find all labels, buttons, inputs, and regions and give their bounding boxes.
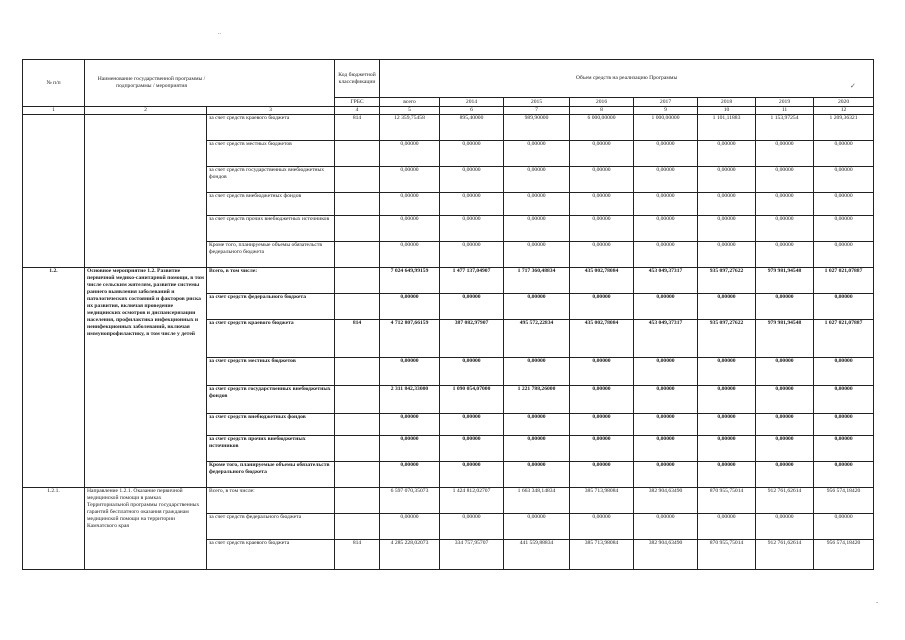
amount-cell: 0,00000: [756, 436, 814, 462]
amount-cell: 956 574,18420: [814, 488, 874, 514]
amount-cell: 0,00000: [504, 167, 570, 193]
amount-cell: 1 027 021,07887: [814, 268, 874, 294]
header-year: 2014: [440, 98, 504, 107]
amount-cell: 0,00000: [504, 242, 570, 268]
amount-cell: 435 002,78084: [570, 268, 634, 294]
amount-cell: 0,00000: [504, 294, 570, 320]
page-mark-top: ..: [218, 30, 221, 36]
header-grbs: ГРБС: [335, 98, 380, 107]
amount-cell: 1 663 348,14834: [504, 488, 570, 514]
amount-cell: 387 082,97907: [440, 320, 504, 358]
grbs-code: 814: [335, 115, 380, 141]
column-number: 1: [23, 107, 85, 115]
amount-cell: 0,00000: [440, 514, 504, 540]
amount-cell: 0,00000: [380, 462, 440, 488]
funding-source: за счет средств прочих внебюджетных источников: [207, 436, 335, 462]
amount-cell: 0,00000: [814, 358, 874, 386]
amount-cell: 385 713,98084: [570, 540, 634, 570]
amount-cell: 441 559,88834: [504, 540, 570, 570]
amount-cell: 382 904,63490: [634, 488, 698, 514]
column-number: 7: [504, 107, 570, 115]
amount-cell: 0,00000: [634, 386, 698, 414]
budget-table: [22, 59, 874, 570]
header-code: Код бюджетной классификации: [335, 60, 380, 98]
amount-cell: 0,00000: [570, 414, 634, 436]
header-year: 2020: [814, 98, 874, 107]
amount-cell: 0,00000: [440, 294, 504, 320]
amount-cell: 0,00000: [634, 514, 698, 540]
amount-cell: 956 574,18420: [814, 540, 874, 570]
amount-cell: 0,00000: [570, 216, 634, 242]
amount-cell: 0,00000: [380, 436, 440, 462]
column-number: 4: [335, 107, 380, 115]
amount-cell: 0,00000: [756, 414, 814, 436]
amount-cell: 0,00000: [756, 216, 814, 242]
amount-cell: 1 090 054,07000: [440, 386, 504, 414]
header-name: Наименование государственной программы / подпрограммы / мероприятия: [85, 60, 335, 107]
column-number: 6: [440, 107, 504, 115]
amount-cell: 2 311 842,33000: [380, 386, 440, 414]
funding-source: Всего, в том числе:: [207, 268, 335, 294]
table-row: [23, 488, 874, 514]
amount-cell: 0,00000: [698, 167, 756, 193]
amount-cell: 0,00000: [814, 436, 874, 462]
amount-cell: 1 000,00000: [634, 115, 698, 141]
funding-source: за счет средств внебюджетных фондов: [207, 414, 335, 436]
amount-cell: 0,00000: [504, 514, 570, 540]
amount-cell: 1 027 021,07887: [814, 320, 874, 358]
amount-cell: 435 002,78084: [570, 320, 634, 358]
amount-cell: 0,00000: [504, 216, 570, 242]
amount-cell: 1 209,36321: [814, 115, 874, 141]
amount-cell: 0,00000: [440, 216, 504, 242]
amount-cell: 0,00000: [698, 414, 756, 436]
amount-cell: 0,00000: [756, 193, 814, 216]
amount-cell: 0,00000: [756, 242, 814, 268]
table-row: [23, 115, 874, 141]
amount-cell: 4 712 807,66159: [380, 320, 440, 358]
amount-cell: 912 761,62614: [756, 488, 814, 514]
amount-cell: 1 221 788,26000: [504, 386, 570, 414]
header-year: 2017: [634, 98, 698, 107]
amount-cell: 0,00000: [814, 386, 874, 414]
grbs-code: [335, 193, 380, 216]
amount-cell: 0,00000: [570, 358, 634, 386]
amount-cell: 0,00000: [698, 294, 756, 320]
amount-cell: 935 097,27622: [698, 268, 756, 294]
amount-cell: 0,00000: [756, 141, 814, 167]
budget-table-body: [23, 60, 874, 570]
amount-cell: 0,00000: [814, 242, 874, 268]
amount-cell: 0,00000: [634, 436, 698, 462]
funding-source: за счет средств государственных внебюджетных фондов: [207, 386, 335, 414]
amount-cell: 382 904,63490: [634, 540, 698, 570]
amount-cell: 0,00000: [814, 167, 874, 193]
amount-cell: 0,00000: [756, 358, 814, 386]
amount-cell: 0,00000: [698, 462, 756, 488]
amount-cell: 935 097,27622: [698, 320, 756, 358]
amount-cell: 385 713,98084: [570, 488, 634, 514]
item-number: [23, 115, 85, 268]
column-number: 5: [380, 107, 440, 115]
amount-cell: 0,00000: [570, 462, 634, 488]
amount-cell: 0,00000: [380, 414, 440, 436]
amount-cell: 0,00000: [698, 141, 756, 167]
amount-cell: 0,00000: [698, 358, 756, 386]
amount-cell: 0,00000: [570, 167, 634, 193]
amount-cell: 0,00000: [814, 193, 874, 216]
header-volume: Объем средств на реализацию Программы: [380, 60, 874, 98]
funding-source: за счет средств краевого бюджета: [207, 115, 335, 141]
amount-cell: 0,00000: [570, 386, 634, 414]
amount-cell: 0,00000: [570, 193, 634, 216]
item-title: Основное мероприятие 1.2. Развитие первичной медико-санитарной помощи, в том числе сельским жителям, развитие системы раннего выявления заболеваний и патологических состояний и факторов риска их развития, включая проведение медицинских осмотров и диспансеризации населения, профилактика инфекционных и неинфекционных заболеваний, включая иммунопрофилактику, в том числе у детей: [85, 268, 207, 488]
amount-cell: 0,00000: [698, 436, 756, 462]
amount-cell: 0,00000: [698, 514, 756, 540]
grbs-code: [335, 294, 380, 320]
amount-cell: 0,00000: [440, 193, 504, 216]
column-number: 8: [570, 107, 634, 115]
amount-cell: 0,00000: [440, 242, 504, 268]
amount-cell: 0,00000: [440, 141, 504, 167]
amount-cell: 0,00000: [756, 167, 814, 193]
funding-source: Кроме того, планируемые объемы обязательств федерального бюджета: [207, 462, 335, 488]
amount-cell: 0,00000: [698, 242, 756, 268]
funding-source: за счет средств местных бюджетов: [207, 141, 335, 167]
amount-cell: 0,00000: [570, 242, 634, 268]
amount-cell: 1 717 360,48834: [504, 268, 570, 294]
amount-cell: 979 981,94548: [756, 320, 814, 358]
amount-cell: 0,00000: [380, 216, 440, 242]
column-number-row: [23, 107, 874, 115]
page-mark-bottom: -: [876, 600, 878, 606]
amount-cell: 7 024 649,99159: [380, 268, 440, 294]
header-year: 2015: [504, 98, 570, 107]
grbs-code: [335, 488, 380, 514]
amount-cell: 0,00000: [814, 141, 874, 167]
amount-cell: 0,00000: [814, 514, 874, 540]
column-number: 12: [814, 107, 874, 115]
grbs-code: [335, 358, 380, 386]
grbs-code: [335, 514, 380, 540]
grbs-code: [335, 242, 380, 268]
amount-cell: 0,00000: [634, 216, 698, 242]
column-number: 10: [698, 107, 756, 115]
amount-cell: 0,00000: [504, 193, 570, 216]
amount-cell: 0,00000: [756, 386, 814, 414]
amount-cell: 0,00000: [504, 436, 570, 462]
funding-source: за счет средств краевого бюджета: [207, 540, 335, 570]
item-number: 1.2.1.: [23, 488, 85, 570]
grbs-code: [335, 141, 380, 167]
amount-cell: 334 757,95707: [440, 540, 504, 570]
amount-cell: 0,00000: [440, 167, 504, 193]
amount-cell: 12 359,75458: [380, 115, 440, 141]
grbs-code: [335, 167, 380, 193]
amount-cell: 0,00000: [504, 141, 570, 167]
grbs-code: [335, 268, 380, 294]
amount-cell: 453 049,37317: [634, 268, 698, 294]
amount-cell: 6 597 070,35073: [380, 488, 440, 514]
grbs-code: [335, 216, 380, 242]
amount-cell: 0,00000: [380, 193, 440, 216]
funding-source: Кроме того, планируемые объемы обязательств федерального бюджета: [207, 242, 335, 268]
amount-cell: 0,00000: [440, 414, 504, 436]
funding-source: за счет средств внебюджетных фондов: [207, 193, 335, 216]
amount-cell: 0,00000: [380, 167, 440, 193]
amount-cell: 0,00000: [634, 193, 698, 216]
grbs-code: [335, 436, 380, 462]
amount-cell: 0,00000: [814, 414, 874, 436]
amount-cell: 0,00000: [634, 294, 698, 320]
funding-source: за счет средств федерального бюджета: [207, 294, 335, 320]
amount-cell: 989,90000: [504, 115, 570, 141]
page-mark-right: ✓: [850, 82, 856, 90]
amount-cell: 0,00000: [756, 462, 814, 488]
amount-cell: 0,00000: [634, 242, 698, 268]
amount-cell: 870 955,75014: [698, 540, 756, 570]
header-year: 2019: [756, 98, 814, 107]
amount-cell: 0,00000: [814, 462, 874, 488]
amount-cell: 0,00000: [570, 294, 634, 320]
amount-cell: 0,00000: [756, 294, 814, 320]
amount-cell: 0,00000: [440, 462, 504, 488]
header-num: № п/п: [23, 60, 85, 107]
amount-cell: 912 761,62614: [756, 540, 814, 570]
amount-cell: 0,00000: [570, 436, 634, 462]
amount-cell: 1 477 137,04907: [440, 268, 504, 294]
item-title: Направление 1.2.1. Оказание первичной медицинской помощи в рамках Территориальной программы государственных гарантий бесплатного оказания гражданам медицинской помощи на территории Камчатского края: [85, 488, 207, 570]
funding-source: за счет средств федерального бюджета: [207, 514, 335, 540]
amount-cell: 0,00000: [634, 358, 698, 386]
item-number: 1.2.: [23, 268, 85, 488]
amount-cell: 895,40000: [440, 115, 504, 141]
grbs-code: 814: [335, 540, 380, 570]
column-number: 3: [207, 107, 335, 115]
amount-cell: 0,00000: [814, 294, 874, 320]
amount-cell: 0,00000: [698, 386, 756, 414]
amount-cell: 0,00000: [440, 358, 504, 386]
funding-source: за счет средств государственных внебюджетных фондов: [207, 167, 335, 193]
amount-cell: 0,00000: [504, 358, 570, 386]
amount-cell: 0,00000: [380, 242, 440, 268]
amount-cell: 1 101,11883: [698, 115, 756, 141]
grbs-code: [335, 462, 380, 488]
funding-source: за счет средств краевого бюджета: [207, 320, 335, 358]
amount-cell: 1 424 812,02707: [440, 488, 504, 514]
grbs-code: 814: [335, 320, 380, 358]
amount-cell: 0,00000: [698, 216, 756, 242]
amount-cell: 0,00000: [634, 414, 698, 436]
amount-cell: 0,00000: [504, 414, 570, 436]
amount-cell: 0,00000: [380, 358, 440, 386]
amount-cell: 0,00000: [634, 167, 698, 193]
amount-cell: 0,00000: [634, 462, 698, 488]
amount-cell: 0,00000: [380, 294, 440, 320]
amount-cell: 453 049,37317: [634, 320, 698, 358]
amount-cell: 0,00000: [814, 216, 874, 242]
funding-source: за счет средств прочих внебюджетных источников: [207, 216, 335, 242]
amount-cell: 4 285 228,02073: [380, 540, 440, 570]
amount-cell: 0,00000: [570, 141, 634, 167]
amount-cell: 0,00000: [698, 193, 756, 216]
grbs-code: [335, 386, 380, 414]
amount-cell: 0,00000: [440, 436, 504, 462]
header-year: 2016: [570, 98, 634, 107]
amount-cell: 0,00000: [570, 514, 634, 540]
amount-cell: 495 572,22834: [504, 320, 570, 358]
funding-source: за счет средств местных бюджетов: [207, 358, 335, 386]
column-number: 9: [634, 107, 698, 115]
header-year: всего: [380, 98, 440, 107]
header-row: [23, 60, 874, 98]
amount-cell: 0,00000: [756, 514, 814, 540]
amount-cell: 1 153,97254: [756, 115, 814, 141]
table-row: [23, 268, 874, 294]
amount-cell: 0,00000: [380, 514, 440, 540]
item-title: [85, 115, 207, 268]
grbs-code: [335, 414, 380, 436]
amount-cell: 0,00000: [380, 141, 440, 167]
amount-cell: 870 955,75014: [698, 488, 756, 514]
amount-cell: 0,00000: [634, 141, 698, 167]
amount-cell: 6 000,00000: [570, 115, 634, 141]
column-number: 2: [85, 107, 207, 115]
amount-cell: 0,00000: [504, 462, 570, 488]
funding-source: Всего, в том числе:: [207, 488, 335, 514]
header-year: 2018: [698, 98, 756, 107]
column-number: 11: [756, 107, 814, 115]
amount-cell: 979 981,94548: [756, 268, 814, 294]
